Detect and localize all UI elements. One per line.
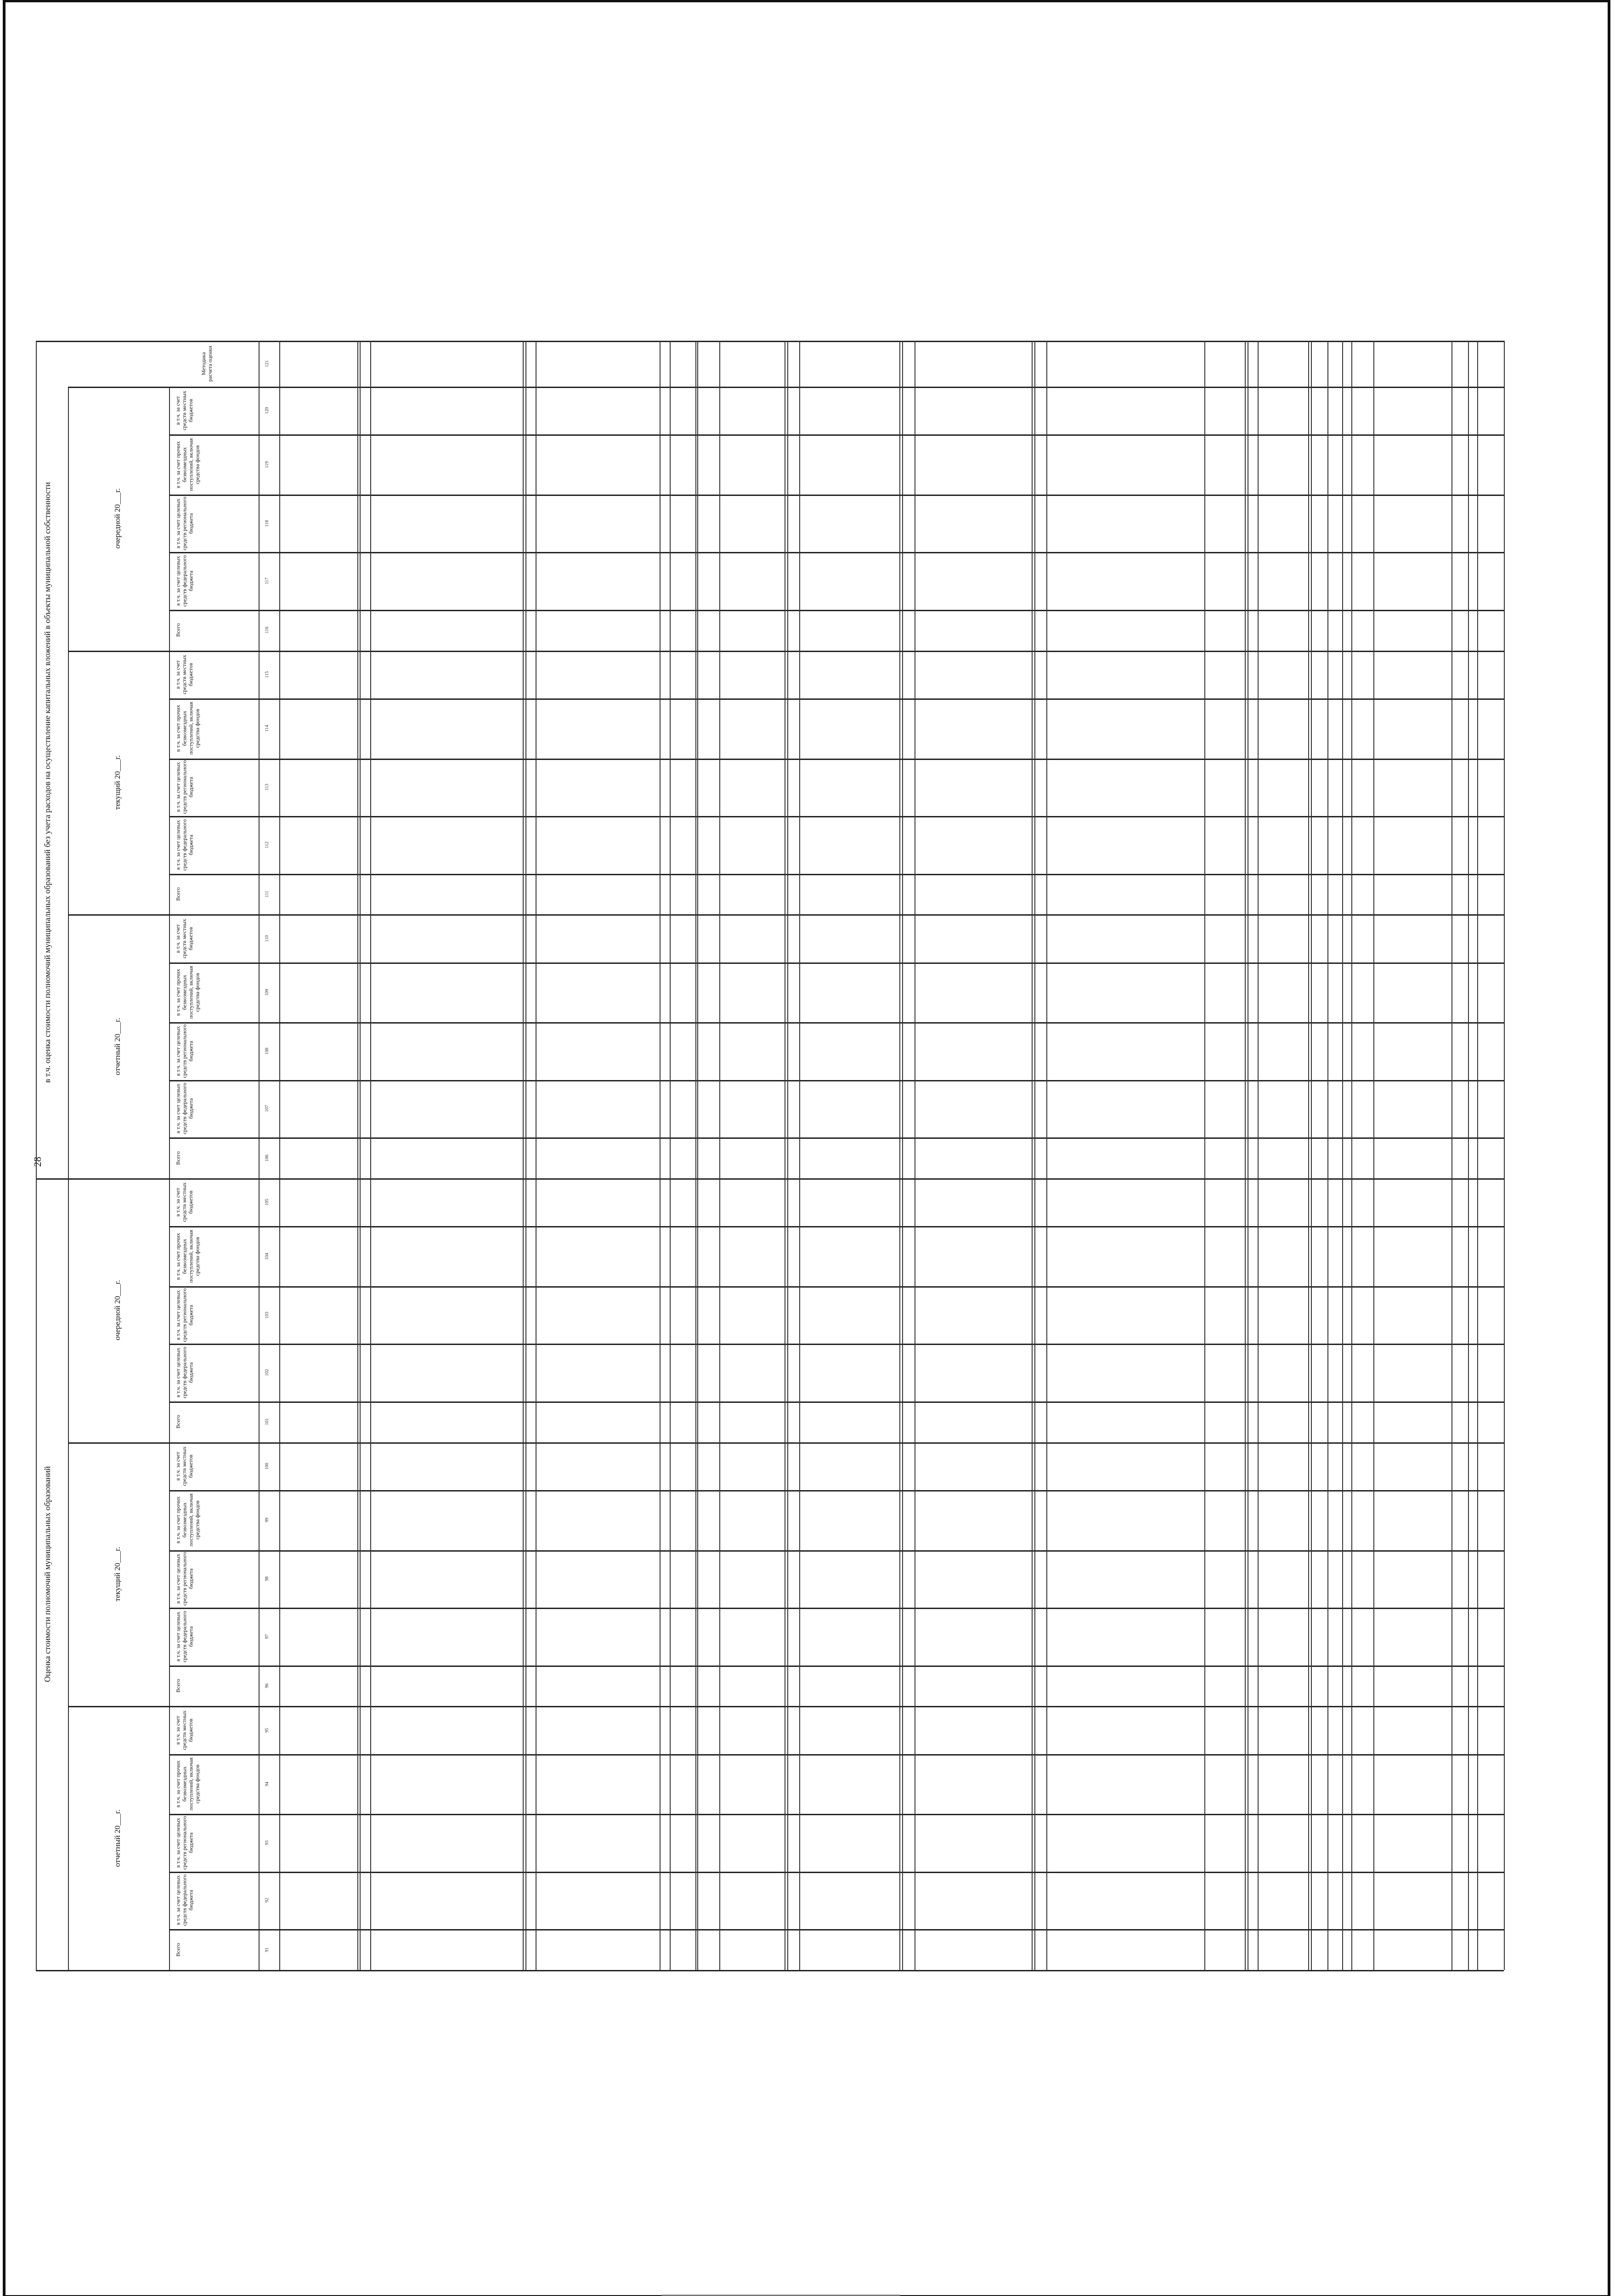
table-row [169, 552, 1504, 553]
period-label: текущий 20___г. [113, 755, 122, 810]
column-label-total: Всего [175, 1151, 181, 1165]
table-row [169, 1022, 1504, 1024]
column-number: 92 [264, 1898, 270, 1903]
column-label: в т.ч. за счет средств местных бюджетов [175, 654, 194, 694]
table-row [169, 816, 1504, 817]
column-number: 98 [264, 1576, 270, 1581]
column-label: в т.ч. за счет целевых средств регионального бюджета [175, 496, 194, 551]
data-column-line [1373, 341, 1374, 1970]
data-column-line [1311, 341, 1312, 1970]
column-label: в т.ч. за счет средств местных бюджетов [175, 918, 194, 958]
data-column-line [902, 341, 903, 1970]
data-column-line [1046, 341, 1047, 1970]
table-row [169, 1706, 1504, 1707]
table-row [169, 874, 1504, 875]
column-label: в т.ч. за счет целевых средств федерального бюджета [175, 1610, 194, 1662]
data-column-line [370, 341, 371, 1970]
table-right-border [1504, 341, 1505, 1970]
table-row [169, 1550, 1504, 1552]
period-label: очередной 20___г. [113, 488, 122, 549]
page-number: 28 [32, 1157, 43, 1167]
data-column-line [1477, 341, 1478, 1970]
data-column-line [695, 341, 696, 1970]
table-row [169, 698, 1504, 700]
data-column-line [799, 341, 800, 1970]
column-number: 95 [264, 1728, 270, 1733]
data-column-line [1351, 341, 1352, 1970]
column-label-total: Всего [175, 1942, 181, 1957]
table-row [169, 962, 1504, 964]
column-number: 111 [264, 890, 270, 898]
column-label: в т.ч. за счет прочих безвозмездных поступлений, включая средства фондов [175, 1230, 201, 1283]
data-column-line [1258, 341, 1259, 1970]
column-number: 94 [264, 1782, 270, 1787]
method-header: Методика расчета оценки [200, 346, 213, 382]
column-label: в т.ч. за счет прочих безвозмездных поступлений, включая средства фондов [175, 966, 201, 1019]
data-column-line [1032, 341, 1033, 1970]
data-column-line [523, 341, 524, 1970]
scan-artifact [661, 2294, 900, 2296]
table-row [169, 1401, 1504, 1403]
data-column-line [787, 341, 788, 1970]
column-number: 119 [264, 461, 270, 468]
column-number: 108 [264, 1047, 270, 1055]
column-label: в т.ч. за счет прочих безвозмездных поступлений, включая средства фондов [175, 1757, 201, 1811]
data-column-line [357, 341, 358, 1970]
table-row [169, 1490, 1504, 1491]
data-column-line [1342, 341, 1343, 1970]
column-label: в т.ч. за счет целевых средств регионального бюджета [175, 1024, 194, 1078]
group-title-total: Оценка стоимости полномочий муниципальных образований [43, 1466, 52, 1683]
column-number: 103 [264, 1311, 270, 1319]
column-number: 109 [264, 989, 270, 996]
data-column-line [525, 341, 526, 1970]
column-number: 91 [264, 1947, 270, 1952]
table-row [169, 1137, 1504, 1139]
column-number: 107 [264, 1105, 270, 1112]
column-number: 117 [264, 577, 270, 585]
column-number: 102 [264, 1369, 270, 1376]
table-row [169, 914, 1504, 916]
table-bottom-border [36, 1970, 1504, 1971]
period-divider-line [68, 1442, 169, 1444]
column-label: в т.ч. за счет целевых средств федерального бюджета [175, 1347, 194, 1399]
table-row [169, 1814, 1504, 1815]
column-number: 105 [264, 1199, 270, 1206]
column-label: в т.ч. за счет целевых средств регионального бюджета [175, 1288, 194, 1342]
column-number: 97 [264, 1634, 270, 1639]
data-column-line [697, 341, 698, 1970]
period-divider-line [68, 651, 169, 652]
table-row [169, 759, 1504, 760]
table-row [169, 651, 1504, 652]
column-label: в т.ч. за счет средств местных бюджетов [175, 1182, 194, 1222]
table-row [169, 610, 1504, 611]
column-number: 99 [264, 1518, 270, 1523]
period-label: отчетный 20___г. [113, 1018, 122, 1075]
column-label-total: Всего [175, 1679, 181, 1693]
table-row [169, 1666, 1504, 1667]
column-number: 120 [264, 407, 270, 414]
column-label-total: Всего [175, 887, 181, 901]
period-label: текущий 20___г. [113, 1547, 122, 1602]
table-row [169, 434, 1504, 436]
column-label: в т.ч. за счет целевых средств регионального бюджета [175, 1816, 194, 1870]
data-column-line [1204, 341, 1205, 1970]
column-label-total: Всего [175, 1415, 181, 1429]
column-number: 93 [264, 1840, 270, 1846]
table-row [169, 1178, 1504, 1180]
data-column-line [1468, 341, 1469, 1970]
table-row [169, 1608, 1504, 1609]
column-number: 113 [264, 784, 270, 791]
table-left-border [36, 341, 37, 1970]
data-column-line [1327, 341, 1328, 1970]
column-number: 118 [264, 520, 270, 527]
column-number: 104 [264, 1253, 270, 1260]
budget-form-table [36, 341, 1504, 1970]
number-column-line [279, 341, 280, 1970]
table-row [169, 1754, 1504, 1756]
column-label: в т.ч. за счет средств местных бюджетов [175, 391, 194, 431]
column-label: в т.ч. за счет целевых средств регионального бюджета [175, 760, 194, 814]
column-label: в т.ч. за счет средств местных бюджетов [175, 1710, 194, 1750]
data-column-line [1451, 341, 1452, 1970]
table-row [169, 1226, 1504, 1227]
data-column-line [719, 341, 720, 1970]
column-number-121: 121 [264, 360, 270, 367]
group-title-excl-capital: в т.ч. оценка стоимости полномочий муниципальных образований без учета расходов на осуществление капитальных вложений в объекты муниципальной собственности [43, 482, 52, 1083]
column-number: 115 [264, 671, 270, 678]
table-row [169, 1872, 1504, 1873]
data-column-line [899, 341, 900, 1970]
table-row [169, 1080, 1504, 1081]
column-number: 114 [264, 725, 270, 732]
column-label: в т.ч. за счет целевых средств федерального бюджета [175, 1874, 194, 1926]
column-label: в т.ч. за счет средств местных бюджетов [175, 1446, 194, 1486]
column-label-total: Всего [175, 623, 181, 637]
data-column-line [660, 341, 661, 1970]
period-divider-line [68, 1178, 169, 1180]
table-top-border [36, 341, 1504, 342]
data-column-line [1245, 341, 1246, 1970]
header-column-line [259, 341, 260, 1970]
table-row [169, 387, 1504, 388]
period-divider-line [68, 1706, 169, 1707]
data-column-line [1308, 341, 1309, 1970]
column-label: в т.ч. за счет целевых средств федерального бюджета [175, 1083, 194, 1135]
period-label: очередной 20___г. [113, 1280, 122, 1341]
period-label: отчетный 20___г. [113, 1809, 122, 1867]
column-number: 96 [264, 1683, 270, 1688]
column-label: в т.ч. за счет прочих безвозмездных поступлений, включая средства фондов [175, 1493, 201, 1547]
column-label: в т.ч. за счет прочих безвозмездных поступлений, включая средства фондов [175, 702, 201, 755]
data-column-line [360, 341, 361, 1970]
data-column-line [670, 341, 671, 1970]
data-column-line [1034, 341, 1035, 1970]
table-row [169, 1344, 1504, 1345]
column-number: 110 [264, 935, 270, 942]
column-number: 112 [264, 841, 270, 849]
period-divider-line [68, 914, 169, 916]
table-row [169, 495, 1504, 496]
column-number: 100 [264, 1463, 270, 1470]
period-divider-line [68, 387, 169, 388]
table-row [169, 1286, 1504, 1288]
column-number: 106 [264, 1154, 270, 1162]
column-label: в т.ч. за счет целевых средств федерального бюджета [175, 555, 194, 607]
column-label: в т.ч. за счет целевых средств регионального бюджета [175, 1552, 194, 1606]
column-label: в т.ч. за счет целевых средств федерального бюджета [175, 819, 194, 871]
table-row [169, 1929, 1504, 1930]
table-row [169, 1442, 1504, 1444]
column-label: в т.ч. за счет прочих безвозмездных поступлений, включая средства фондов [175, 438, 201, 491]
column-number: 116 [264, 626, 270, 634]
column-number: 101 [264, 1418, 270, 1425]
